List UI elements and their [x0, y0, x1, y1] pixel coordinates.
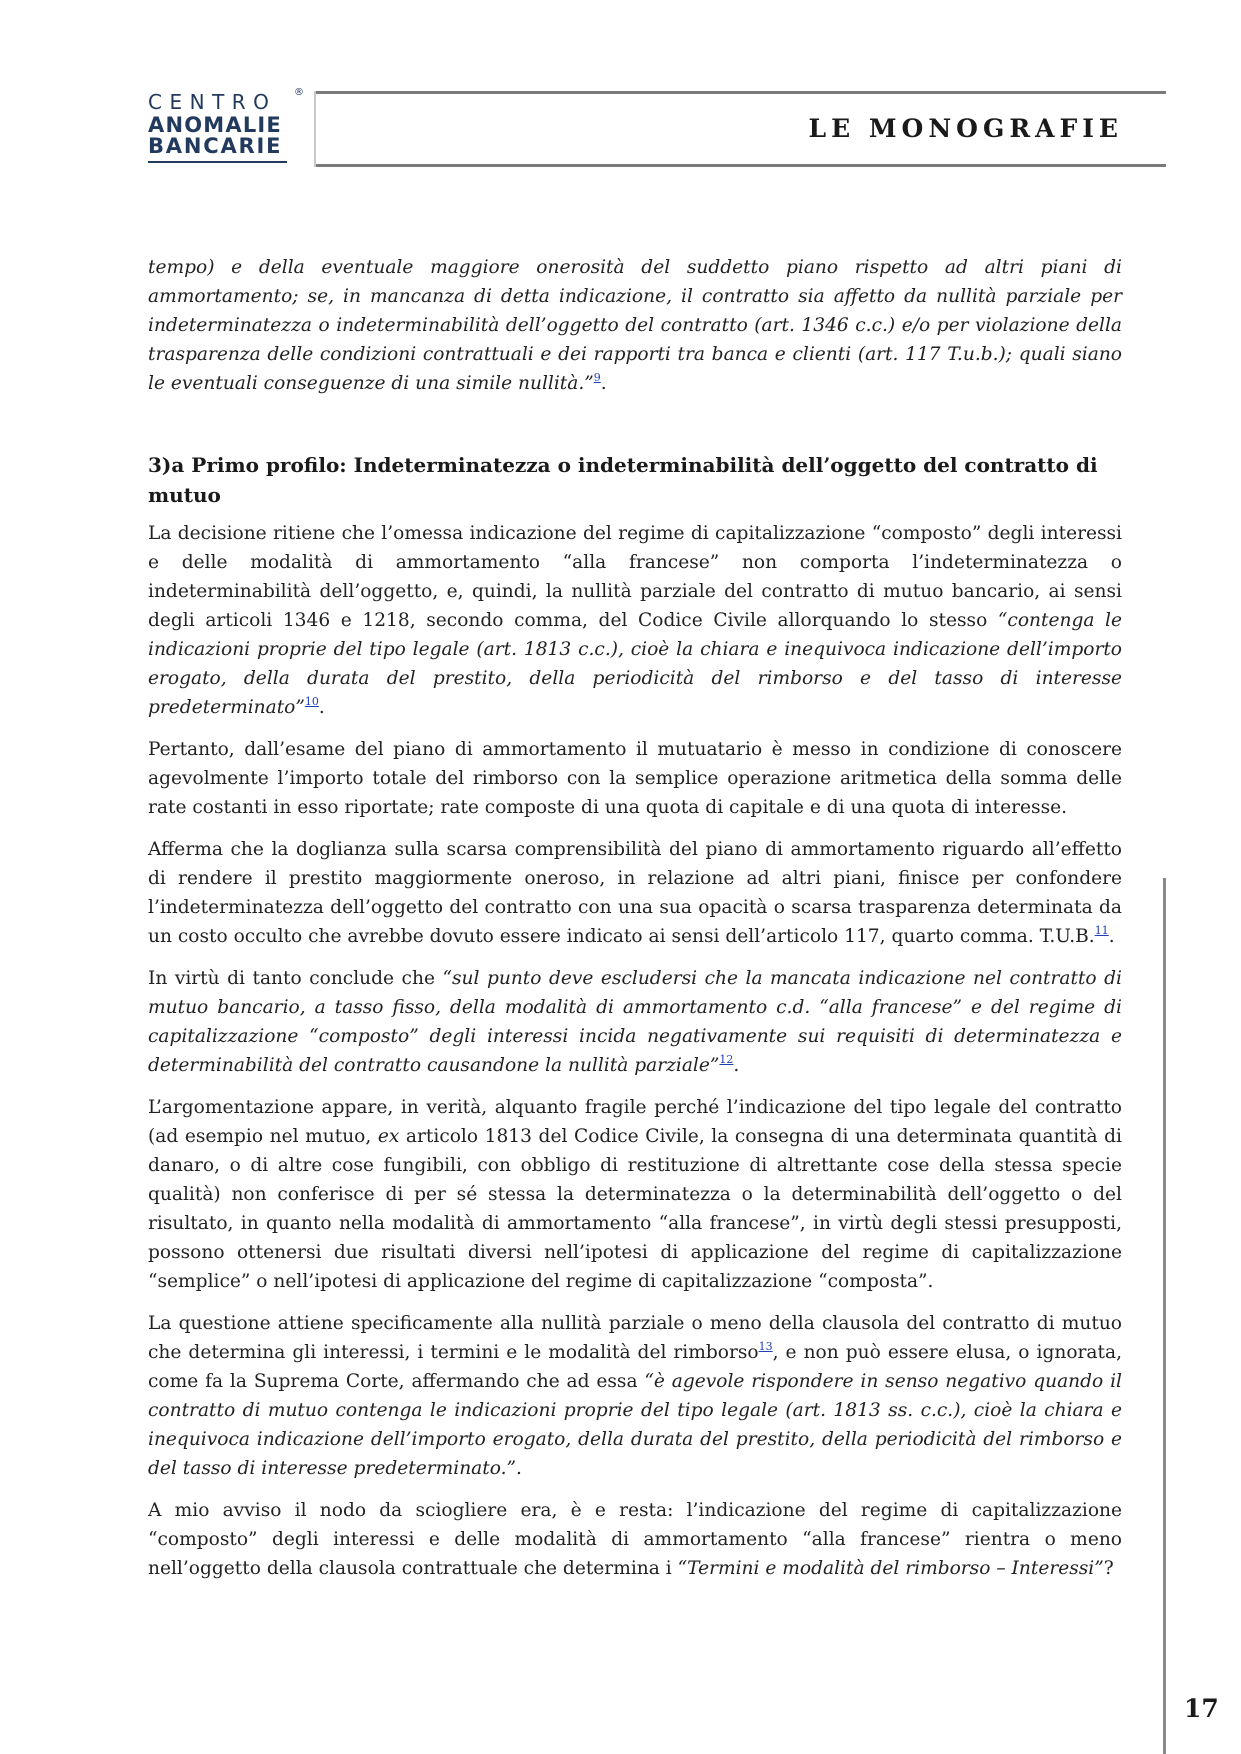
paragraph-text: Afferma che la doglianza sulla scarsa comprensibilità del piano di ammortamento riguardo all’effetto di rendere il prestito maggiormente oneroso, in relazione ad altri piani, finisce per confondere l’indeterminatezza dell’oggetto del contratto con una sua opacità o scarsa trasparenza determinata da un costo occulto che avrebbe dovuto essere indicato ai sensi dell’articolo 117, quarto comma. T.U.B.	[148, 839, 1122, 947]
paragraph-5	[148, 1093, 1122, 1296]
punctuation: .	[1108, 926, 1115, 947]
punctuation: .	[318, 697, 325, 718]
document-body	[148, 253, 1122, 1596]
footnote-ref-13[interactable]	[759, 1340, 773, 1353]
paragraph-text: A mio avviso il nodo da sciogliere era, è e resta: l’indicazione del regime di capitalizzazione “composto” degli interessi e delle modalità di ammortamento “alla francese” rientra o meno nell’oggetto della clausola contrattuale che determina i	[148, 1500, 1122, 1579]
punctuation: .	[516, 1458, 522, 1479]
logo	[148, 87, 304, 163]
paragraph-1	[148, 519, 1122, 722]
footnote-ref-9[interactable]	[594, 371, 601, 384]
paragraph-text: La decisione ritiene che l’omessa indicazione del regime di capitalizzazione “composto” degli interessi e delle modalità di ammortamento “alla francese” non comporta l’indeterminatezza o indeterminabilità dell’oggetto, e, quindi, la nullità parziale del contratto di mutuo bancario, ai sensi degli articoli 1346 e 1218, secondo comma, del Codice Civile allorquando lo stesso	[148, 523, 1122, 631]
punctuation: .	[733, 1055, 740, 1076]
footnote-link[interactable]: 12	[719, 1053, 734, 1066]
paragraph-text: , e non può essere elusa, o ignorata, come fa la Suprema Corte, affermando che ad essa	[148, 1342, 1122, 1392]
paragraph-4	[148, 964, 1122, 1080]
page-number: 17	[1184, 1694, 1219, 1723]
header-rule-top	[316, 91, 1166, 94]
logo-line-anomalie: ANOMALIE	[148, 113, 282, 137]
section-heading: 3)a Primo profilo: Indeterminatezza o indeterminabilità dell’oggetto del contratto di mutuo	[148, 453, 1098, 507]
header-divider-left	[314, 91, 316, 167]
footnote-ref-11[interactable]	[1095, 924, 1109, 937]
italic-quote: “contenga le indicazioni proprie del tipo legale (art. 1813 c.c.), cioè la chiara e inequivoca indicazione dell’importo erogato, della durata del prestito, della periodicità del rimborso e del tasso di interesse predeterminato”	[148, 610, 1123, 718]
logo-underline	[148, 161, 287, 163]
italic-quote: “Termini e modalità del rimborso – Interessi”	[677, 1558, 1104, 1579]
paragraph-2: Pertanto, dall’esame del piano di ammortamento il mutuatario è messo in condizione di conoscere agevolmente l’importo totale del rimborso con la semplice operazione aritmetica della somma delle rate costanti in esso riportate; rate composte di una quota di capitale e di una quota di interesse.	[148, 739, 1122, 818]
intro-paragraph	[148, 253, 1122, 398]
italic-quote: “è agevole rispondere in senso negativo quando il contratto di mutuo contenga le indicazioni proprie del tipo legale (art. 1813 ss. c.c.), cioè la chiara e inequivoca indicazione dell’importo erogato, della durata del prestito, della periodicità del rimborso e del tasso di interesse predeterminato.”	[148, 1371, 1122, 1479]
italic-quote: “sul punto deve escludersi che la mancata indicazione nel contratto di mutuo bancario, a tasso fisso, della modalità di ammortamento c.d. “alla francese” e del regime di capitalizzazione “composto” degli interessi incida negativamente sui requisiti di determinatezza e determinabilità del contratto causandone la nullità parziale”	[148, 968, 1122, 1076]
italic-ex: ex	[377, 1126, 400, 1147]
paragraph-text: La questione attiene specificamente alla nullità parziale o meno della clausola del contratto di mutuo che determina gli interessi, i termini e le modalità del rimborso	[148, 1313, 1122, 1363]
footnote-ref-12[interactable]	[719, 1053, 733, 1066]
paragraph-text: articolo 1813 del Codice Civile, la consegna di una determinata quantità di danaro, o di altre cose fungibili, con obbligo di restituzione di altrettante cose della stessa specie qualità) non conferisce di per sé stessa la determinatezza o la determinabilità dell’oggetto o del risultato, in quanto nella modalità di ammortamento “alla francese”, in virtù degli stessi presupposti, possono ottenersi due risultati diversi nell’ipotesi di applicazione del regime di capitalizzazione “semplice” o nell’ipotesi di applicazione del regime di capitalizzazione “composta”.	[148, 1126, 1122, 1292]
margin-rule	[1163, 878, 1166, 1754]
footnote-link[interactable]: 10	[304, 695, 319, 708]
registered-mark: ®	[294, 87, 304, 98]
punctuation: .	[600, 373, 607, 394]
paragraph-7	[148, 1496, 1122, 1583]
footnote-ref-10[interactable]	[305, 695, 319, 708]
footnote-link[interactable]: 11	[1094, 924, 1109, 937]
footnote-link[interactable]: 13	[758, 1340, 773, 1353]
paragraph-6	[148, 1309, 1122, 1483]
paragraph-3	[148, 835, 1122, 951]
footnote-link[interactable]: 9	[593, 371, 601, 384]
logo-line-bancarie: BANCARIE	[148, 134, 283, 158]
punctuation: ?	[1103, 1558, 1114, 1579]
header-rule-bottom	[316, 164, 1166, 167]
section-title: LE MONOGRAFIE	[808, 114, 1123, 143]
intro-quote: tempo) e della eventuale maggiore onerosità del suddetto piano rispetto ad altri piani di ammortamento; se, in mancanza di detta indicazione, il contratto sia affetto da nullità parziale per indeterminatezza o indeterminabilità dell’oggetto del contratto (art. 1346 c.c.) e/o per violazione della trasparenza delle condizioni contrattuali e dei rapporti tra banca e clienti (art. 117 T.u.b.); quali siano le eventuali conseguenze di una simile nullità.”	[148, 257, 1122, 394]
paragraph-text: In virtù di tanto conclude che	[148, 968, 443, 989]
paragraph-text: L’argomentazione appare, in verità, alquanto fragile perché l’indicazione del tipo legale del contratto (ad esempio nel mutuo,	[148, 1097, 1122, 1147]
logo-line-centro: CENTRO ®	[148, 87, 304, 114]
